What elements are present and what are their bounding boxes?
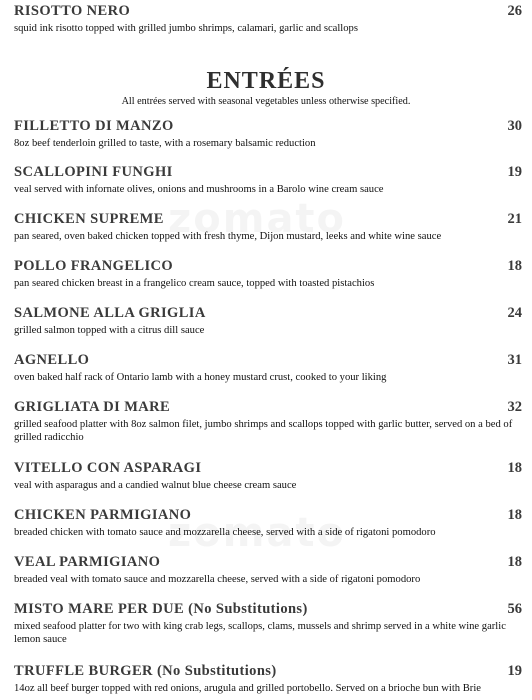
item-name: FILLETTO DI MANZO [14, 118, 174, 134]
item-name: POLLO FRANGELICO [14, 258, 174, 274]
item-price: 30 [507, 118, 522, 134]
item-price: 26 [507, 3, 522, 19]
item-description: mixed seafood platter for two with king crab legs, scallops, clams, mussels and shrimp served in a white wine garlic lemon sauce [14, 621, 506, 645]
item-description: veal with asparagus and a candied walnut blue cheese cream sauce [14, 480, 297, 491]
item-price: 18 [507, 507, 522, 523]
menu-item-filletto-di-manzo [14, 118, 522, 150]
item-price: 18 [507, 554, 522, 570]
item-name: CHICKEN SUPREME [14, 211, 164, 227]
item-description: oven baked half rack of Ontario lamb with a honey mustard crust, cooked to your liking [14, 372, 387, 383]
item-description: grilled seafood platter with 8oz salmon filet, jumbo shrimps and scallops topped with garlic butter, served on a bed of grilled radicchio [14, 419, 513, 443]
item-price: 56 [507, 601, 522, 617]
item-name: TRUFFLE BURGER (No Substitutions) [14, 663, 277, 679]
item-description: veal served with infornate olives, onions and mushrooms in a Barolo wine cream sauce [14, 184, 384, 195]
item-name: VEAL PARMIGIANO [14, 554, 161, 570]
item-description: breaded chicken with tomato sauce and mozzarella cheese, served with a side of rigatoni pomodoro [14, 527, 436, 538]
item-price: 19 [507, 663, 522, 679]
menu-item-chicken-parmigiano [14, 507, 522, 539]
section-subtitle: All entrées served with seasonal vegetables unless otherwise specified. [121, 96, 411, 107]
item-price: 24 [507, 305, 522, 321]
menu-item-veal-parmigiano [14, 554, 522, 586]
item-price: 31 [507, 352, 522, 368]
menu-item-pollo-frangelico [14, 258, 522, 290]
menu-item-agnello [14, 352, 522, 384]
item-description: squid ink risotto topped with grilled jumbo shrimps, calamari, garlic and scallops [14, 23, 358, 34]
item-price: 18 [507, 258, 522, 274]
menu-item-truffle-burger [14, 663, 522, 695]
menu-item-scallopini-funghi [14, 164, 522, 196]
item-name: RISOTTO NERO [14, 3, 131, 19]
item-name: MISTO MARE PER DUE (No Substitutions) [14, 601, 308, 617]
item-name: VITELLO CON ASPARAGI [14, 460, 202, 476]
menu-item-grigliata-di-mare [14, 399, 522, 444]
section-title: ENTRÉES [206, 68, 326, 94]
item-description: 14oz all beef burger topped with red onions, arugula and grilled portobello. Served on a brioche bun with Brie [14, 683, 481, 694]
item-price: 18 [507, 460, 522, 476]
item-name: CHICKEN PARMIGIANO [14, 507, 192, 523]
menu-item-misto-mare-per-due [14, 601, 522, 646]
item-name: AGNELLO [14, 352, 90, 368]
item-name: SALMONE ALLA GRIGLIA [14, 305, 206, 321]
menu-item-risotto-nero [14, 3, 522, 35]
item-name: SCALLOPINI FUNGHI [14, 164, 173, 180]
item-price: 19 [507, 164, 522, 180]
item-description: pan seared, oven baked chicken topped with fresh thyme, Dijon mustard, leeks and white wine sauce [14, 231, 442, 242]
item-price: 21 [507, 211, 522, 227]
menu-item-chicken-supreme [14, 211, 522, 243]
item-description: 8oz beef tenderloin grilled to taste, with a rosemary balsamic reduction [14, 138, 316, 149]
item-description: pan seared chicken breast in a frangelico cream sauce, topped with toasted pistachios [14, 278, 375, 289]
menu-item-vitello-con-asparagi [14, 460, 522, 492]
item-name: GRIGLIATA DI MARE [14, 399, 171, 415]
item-description: grilled salmon topped with a citrus dill sauce [14, 325, 205, 336]
item-price: 32 [507, 399, 522, 415]
item-description: breaded veal with tomato sauce and mozzarella cheese, served with a side of rigatoni pomodoro [14, 574, 421, 585]
menu-item-salmone-alla-griglia [14, 305, 522, 337]
